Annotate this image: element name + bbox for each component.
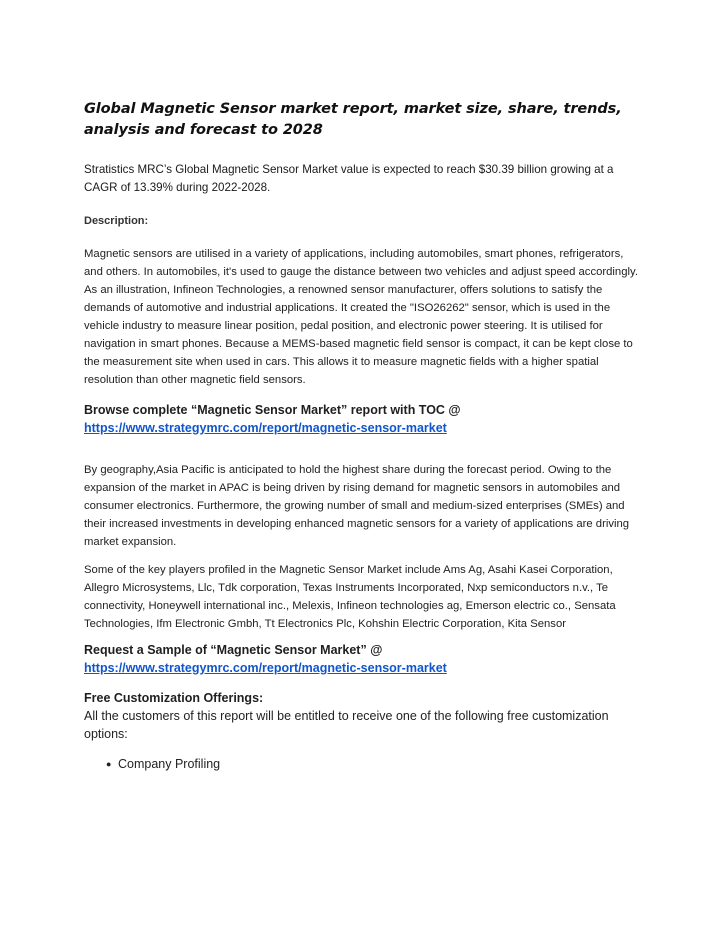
customization-text: All the customers of this report will be entitled to receive one of the following free customization options: xyxy=(84,709,609,741)
browse-report-link[interactable]: https://www.strategymrc.com/report/magnetic-sensor-market xyxy=(84,421,447,435)
browse-report-cta xyxy=(84,401,640,437)
request-sample-link[interactable]: https://www.strategymrc.com/report/magnetic-sensor-market xyxy=(84,661,447,675)
intro-paragraph: Stratistics MRC’s Global Magnetic Sensor Market value is expected to reach $30.39 billion growing at a CAGR of 13.39% during 2022-2028. xyxy=(84,163,614,194)
request-sample-cta xyxy=(84,641,640,677)
description-paragraph: Magnetic sensors are utilised in a variety of applications, including automobiles, smart phones, refrigerators, and others. In automobiles, it's used to gauge the distance between two vehicles and adjust speed accordingly. As an illustration, Infineon Technologies, a renowned sensor manufacturer, offers solutions to satisfy the demands of automotive and industrial applications. It created the "ISO26262" sensor, which is used in the vehicle industry to measure linear position, pedal position, and electronic power steering. It is utilised for navigation in smart phones. Because a MEMS-based magnetic field sensor is compact, it can be kept close to the measurement site when used in cars. This allows it to measure magnetic fields with a higher spatial resolution than other magnetic field sensors. xyxy=(84,248,638,386)
request-sample-label: Request a Sample of “Magnetic Sensor Market” @ xyxy=(84,643,383,657)
document-title: Global Magnetic Sensor market report, market size, share, trends, analysis and forecast to 2028 xyxy=(84,101,622,138)
customization-heading: Free Customization Offerings: xyxy=(84,691,264,705)
customization-item-company-profiling: ● Company Profiling xyxy=(106,755,640,773)
customization-list xyxy=(84,755,640,773)
document-body xyxy=(84,99,640,773)
geography-paragraph: By geography,Asia Pacific is anticipated to hold the highest share during the forecast period. Owing to the expansion of the market in APAC is being driven by rising demand for magnetic sensors in automobiles and consumer electronics. Furthermore, the growing number of small and medium-sized enterprises (SMEs) and their increased investments in developing enhanced magnetic sensors for a variety of applications are driving market expansion. xyxy=(84,464,630,548)
browse-report-label: Browse complete “Magnetic Sensor Market” report with TOC @ xyxy=(84,403,461,417)
description-label: Description: xyxy=(84,215,149,227)
key-players-paragraph: Some of the key players profiled in the Magnetic Sensor Market include Ams Ag, Asahi Kasei Corporation, Allegro Microsystems, Llc, Tdk corporation, Texas Instruments Incorporated, Nxp semiconductors n.v., Te connectivity, Honeywell international inc., Melexis, Infineon technologies ag, Emerson electric co., Sensata Technologies, Ifm Electronic Gmbh, Tt Electronics Plc, Kohshin Electric Corporation, Kita Sensor xyxy=(84,564,616,630)
